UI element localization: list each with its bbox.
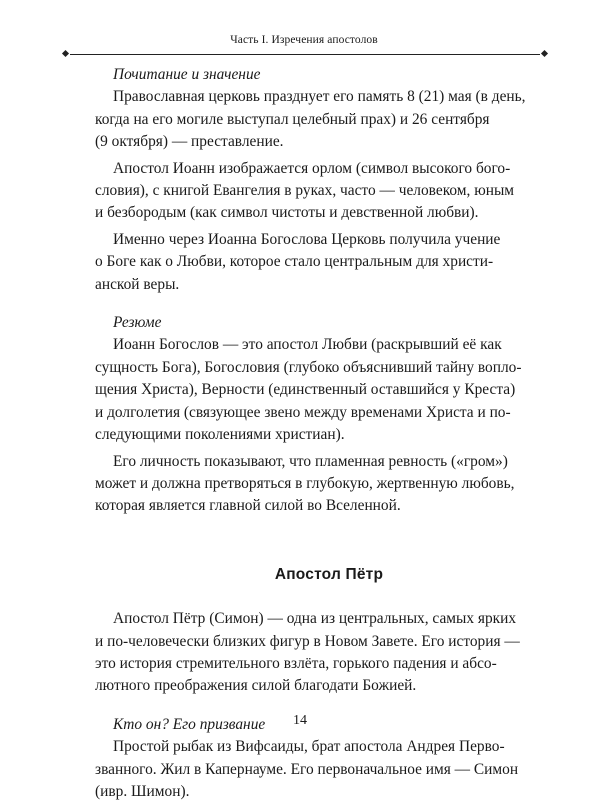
paragraph bbox=[95, 158, 545, 225]
text-line: (9 октября) — преставление. bbox=[95, 133, 284, 151]
subhead-veneration: Почитание и значение bbox=[113, 66, 261, 83]
text-line: Его личность показывают, что пламенная ревность («гром») bbox=[113, 452, 508, 470]
section-title-peter: Апостол Пётр bbox=[274, 565, 384, 583]
text-line: (ивр. Шимон). bbox=[95, 782, 190, 800]
subhead-calling: Кто он? Его призвание bbox=[113, 715, 266, 733]
running-header: Часть I. Изречения апостолов bbox=[230, 34, 378, 46]
text-line: щения Христа), Верности (единственный оставшийся у Креста) bbox=[95, 381, 516, 399]
text-line: званного. Жил в Капернауме. Его первоначальное имя — Симон bbox=[95, 760, 519, 778]
paragraph bbox=[95, 86, 545, 153]
paragraph bbox=[95, 736, 545, 803]
text-line: Апостол Пётр (Симон) — одна из центральных, самых ярких bbox=[113, 610, 517, 628]
text-line: о Боге как о Любви, которое стало центральным для христи- bbox=[95, 253, 494, 271]
text-line: сущность Бога), Богословия (глубоко объяснивший тайну вопло- bbox=[95, 358, 522, 376]
text-line: Иоанн Богослов — это апостол Любви (раскрывший её как bbox=[113, 336, 502, 354]
text-line: когда на его могиле выступал целебный прах) и 26 сентября bbox=[95, 110, 490, 128]
text-line: и долголетия (связующее звено между временами Христа и по- bbox=[95, 403, 511, 421]
text-line: и безбородым (как символ чистоты и девственной любви). bbox=[95, 204, 479, 222]
text-line: может и должна претворяться в глубокую, жертвенную любовь, bbox=[95, 474, 515, 492]
text-line: анской веры. bbox=[95, 275, 180, 293]
header-rule bbox=[70, 54, 540, 55]
paragraph bbox=[95, 608, 545, 698]
text-line: лютного преображения силой благодати Божией. bbox=[95, 677, 417, 695]
paragraph bbox=[95, 229, 545, 296]
subhead-summary: Резюме bbox=[113, 314, 162, 332]
page-content bbox=[95, 64, 545, 803]
text-line: следующими поколениями христиан). bbox=[95, 426, 345, 444]
text-line: которая является главной силой во Вселенной. bbox=[95, 497, 401, 515]
text-line: Апостол Иоанн изображается орлом (символ высокого бого- bbox=[113, 159, 511, 177]
text-line: и по-человечески близких фигур в Новом Завете. Его история — bbox=[95, 632, 520, 650]
text-line: Православная церковь празднует его память 8 (21) мая (в день, bbox=[113, 88, 526, 106]
text-line: Простой рыбак из Вифсаиды, брат апостола Андрея Перво- bbox=[113, 738, 505, 756]
paragraph bbox=[95, 334, 545, 446]
text-line: словия), с книгой Евангелия в руках, часто — человеком, юным bbox=[95, 182, 515, 200]
paragraph bbox=[95, 451, 545, 518]
page-number: 14 bbox=[293, 713, 307, 728]
text-line: это история стремительного взлёта, горького падения и абсо- bbox=[95, 654, 497, 672]
text-line: Именно через Иоанна Богослова Церковь получила учение bbox=[113, 230, 501, 248]
